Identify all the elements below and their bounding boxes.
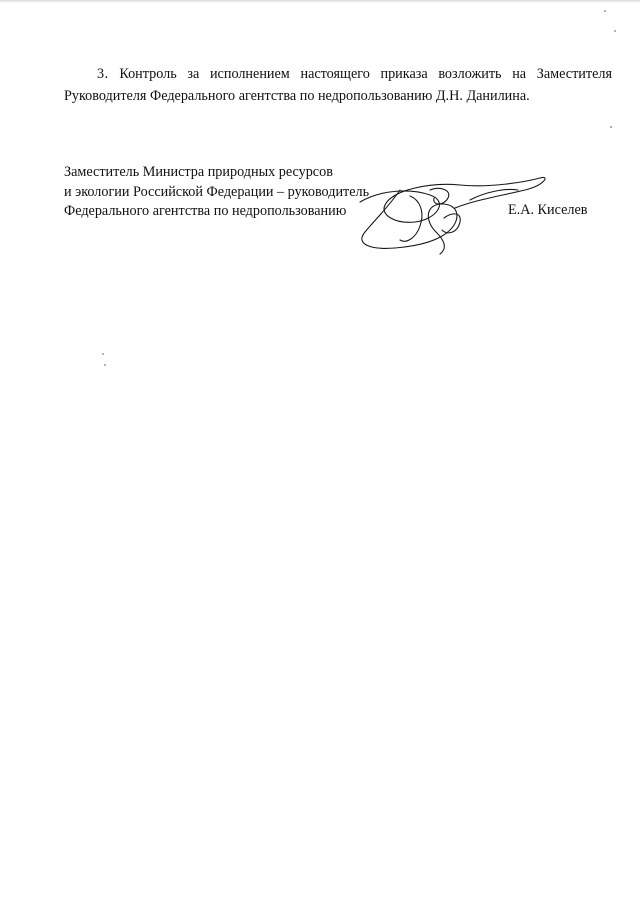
scan-speck <box>614 30 616 32</box>
position-line-2: и экологии Российской Федерации – руководитель <box>64 183 370 200</box>
position-line-3: Федерального агентства по недропользованию <box>64 203 347 219</box>
signer-name: Е.А. Киселев <box>508 202 588 218</box>
scan-speck <box>102 353 104 355</box>
paragraph-text: Контроль за исполнением настоящего приказа возложить на Заместителя Руководителя Федерального агентства по недропользованию Д.Н. Данилина. <box>64 66 612 104</box>
scan-speck <box>104 364 106 366</box>
position-line-1: Заместитель Министра природных ресурсов <box>64 164 333 180</box>
signer-position <box>64 163 370 222</box>
scan-speck <box>610 126 612 128</box>
paragraph-3 <box>64 63 612 107</box>
scan-top-edge <box>0 0 640 3</box>
paragraph-number: 3. <box>97 66 109 82</box>
scan-speck <box>604 10 606 12</box>
